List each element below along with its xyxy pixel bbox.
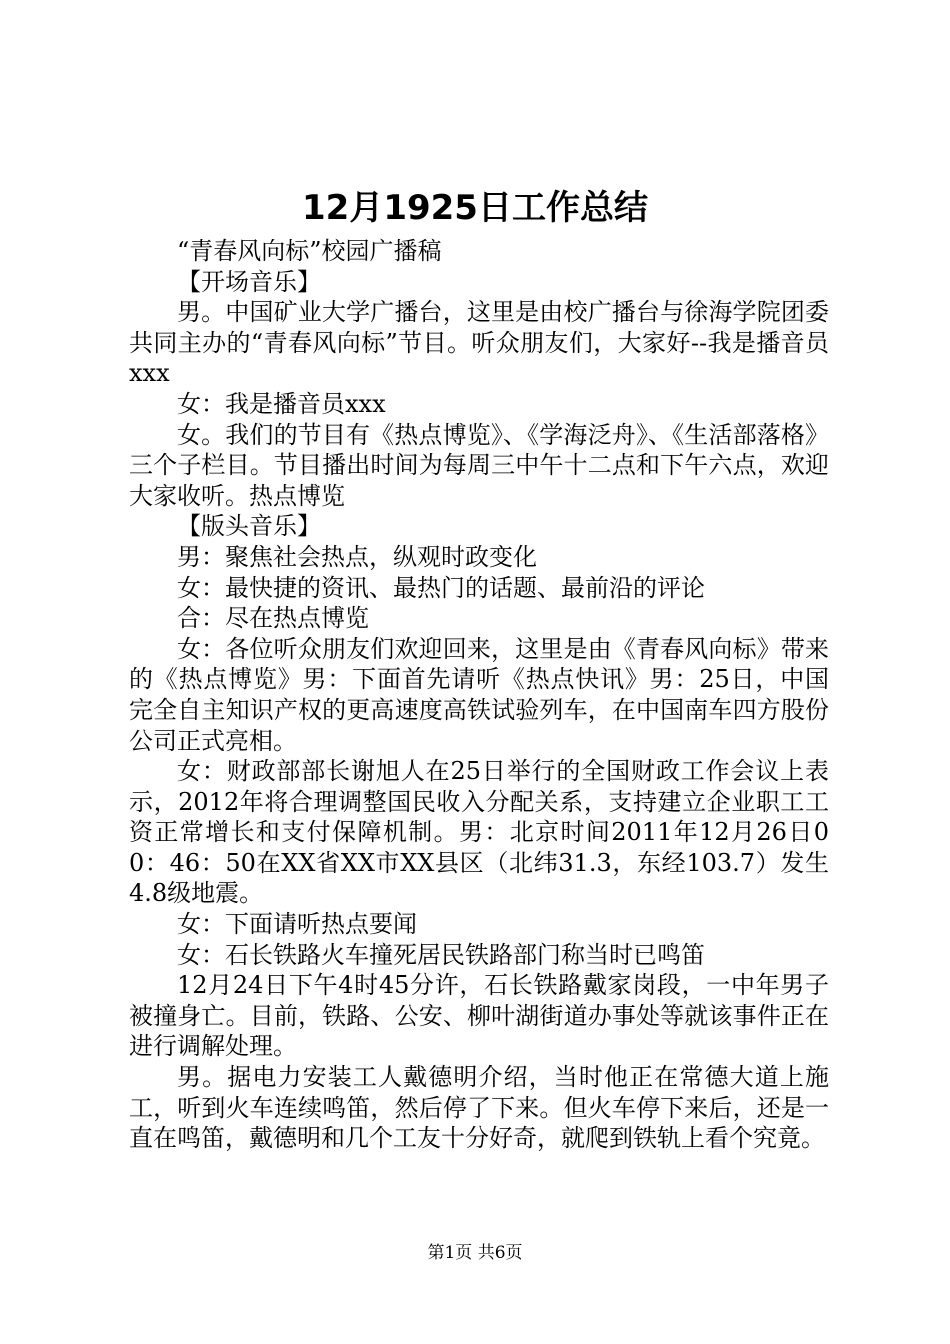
paragraph-header-music: 【版头音乐】 [177,512,321,541]
paragraph: 女：下面请听热点要闻 [177,910,417,939]
paragraph: 合：尽在热点博览 [177,604,369,633]
paragraph: 女：我是播音员xxx [177,389,386,418]
paragraph: 女：最快捷的资讯、最热门的话题、最前沿的评论 [177,573,705,602]
document-body [129,236,829,1154]
paragraph-subtitle: “青春风向标”校园广播稿 [177,237,442,265]
paragraph: 12月24日下午4时45分许，石长铁路戴家岗段，一中年男子被撞身亡。目前，铁路、公安、柳叶湖街道办事处等就该事件正在进行调解处理。 [129,971,829,1061]
paragraph: 男。中国矿业大学广播台，这里是由校广播台与徐海学院团委共同主办的“青春风向标”节目。听众朋友们，大家好--我是播音员xxx [129,298,829,388]
paragraph-opening-music: 【开场音乐】 [177,267,321,296]
paragraph: 女。我们的节目有《热点博览》、《学海泛舟》、《生活部落格》三个子栏目。节目播出时间为每周三中午十二点和下午六点，欢迎大家收听。热点博览 [129,420,829,510]
paragraph: 女：财政部部长谢旭人在25日举行的全国财政工作会议上表示，2012年将合理调整国民收入分配关系，支持建立企业职工工资正常增长和支付保障机制。男：北京时间2011年12月26日00：46：50在XX省XX市XX县区（北纬31.3，东经103.7）发生4.8级地震。 [129,757,829,908]
paragraph: 男。据电力安装工人戴德明介绍，当时他正在常德大道上施工，听到火车连续鸣笛，然后停了下来。但火车停下来后，还是一直在鸣笛，戴德明和几个工友十分好奇，就爬到铁轨上看个究竟。 [129,1063,829,1153]
paragraph: 男：聚焦社会热点，纵观时政变化 [177,542,537,571]
paragraph: 女：石长铁路火车撞死居民铁路部门称当时已鸣笛 [177,940,705,969]
paragraph: 女：各位听众朋友们欢迎回来，这里是由《青春风向标》带来的《热点博览》男：下面首先请听《热点快讯》男：25日，中国完全自主知识产权的更高速度高铁试验列车，在中国南车四方股份公司正式亮相。 [129,634,829,755]
page-number-footer: 第1页 共6页 [427,1243,523,1263]
page-title: 12月1925日工作总结 [302,188,648,228]
